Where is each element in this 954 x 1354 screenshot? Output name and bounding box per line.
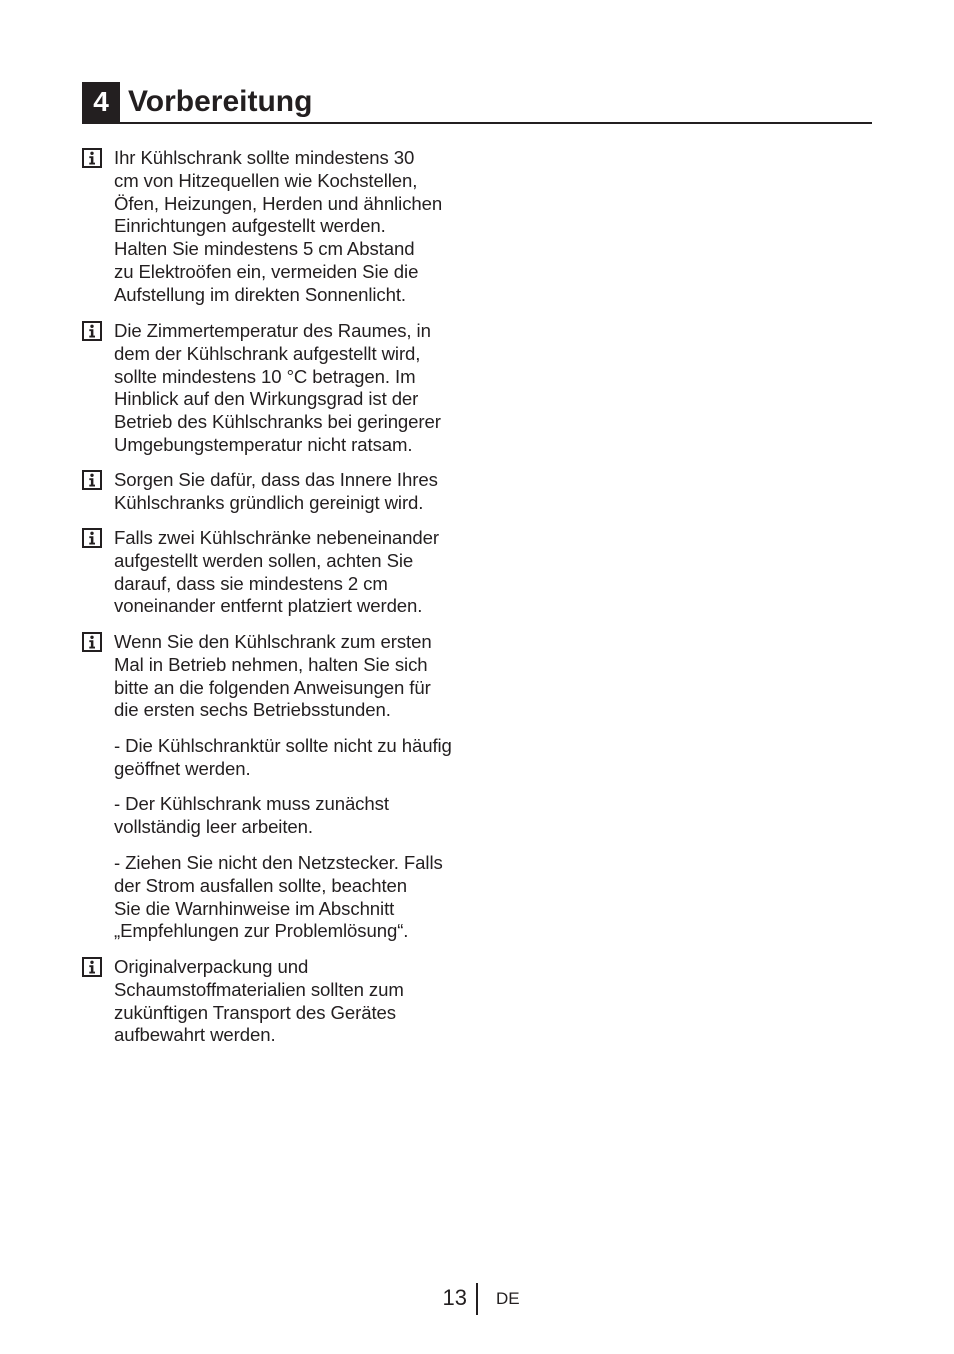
note-line: Einrichtungen aufgestellt werden. <box>114 215 386 237</box>
note-line: aufgestellt werden sollen, achten Sie <box>114 549 414 571</box>
note-line: Wenn Sie den Kühlschrank zum ersten <box>114 631 432 652</box>
page-number: 13 <box>442 1285 467 1310</box>
note-line: darauf, dass sie mindestens 2 cm <box>114 572 388 594</box>
note-line: Schaumstoffmaterialien sollten zum <box>114 978 404 1000</box>
sub-item <box>114 852 474 943</box>
page-footer <box>0 1281 954 1317</box>
note-line: Umgebungstemperatur nicht ratsam. <box>114 433 413 455</box>
note-line: aufbewahrt werden. <box>114 1024 276 1046</box>
note-line: „Empfehlungen zur Problemlösung“. <box>114 920 409 942</box>
note-line: Betrieb des Kühlschranks bei geringerer <box>114 411 441 433</box>
info-icon <box>82 632 102 652</box>
info-icon <box>82 148 102 168</box>
chapter-number: 4 <box>82 82 120 122</box>
note-line: Die Zimmertemperatur des Raumes, in <box>114 320 431 341</box>
note-line: geöffnet werden. <box>114 757 251 779</box>
note-line: voneinander entfernt platziert werden. <box>114 595 423 617</box>
note-line: Öfen, Heizungen, Herden und ähnlichen <box>114 192 443 214</box>
note-line: cm von Hitzequellen wie Kochstellen, <box>114 169 418 191</box>
note-line: dem der Kühlschrank aufgestellt wird, <box>114 342 421 364</box>
note-line: zu Elektroöfen ein, vermeiden Sie die <box>114 260 419 282</box>
note-line: - Der Kühlschrank muss zunächst <box>114 793 389 814</box>
info-icon <box>82 957 102 977</box>
sub-item <box>114 735 474 781</box>
sub-item <box>114 793 474 839</box>
note-line: vollständig leer arbeiten. <box>114 815 313 837</box>
note-line: bitte an die folgenden Anweisungen für <box>114 676 431 698</box>
info-icon <box>82 528 102 548</box>
note-line: - Ziehen Sie nicht den Netzstecker. Falls <box>114 852 443 873</box>
note-line: Halten Sie mindestens 5 cm Abstand <box>114 238 415 260</box>
note-line: - Die Kühlschranktür sollte nicht zu häufig <box>114 735 452 756</box>
note-line: der Strom ausfallen sollte, beachten <box>114 874 408 896</box>
note-line: Mal in Betrieb nehmen, halten Sie sich <box>114 653 428 675</box>
chapter-header <box>82 82 872 124</box>
info-icon <box>82 470 102 490</box>
note-line: zukünftigen Transport des Gerätes <box>114 1001 396 1023</box>
language-code: DE <box>496 1289 520 1308</box>
note-line: die ersten sechs Betriebsstunden. <box>114 699 391 721</box>
note-line: Sorgen Sie dafür, dass das Innere Ihres <box>114 469 438 490</box>
note-line: Ihr Kühlschrank sollte mindestens 30 <box>114 147 415 168</box>
note-line: Falls zwei Kühlschränke nebeneinander <box>114 527 439 548</box>
note-line: Hinblick auf den Wirkungsgrad ist der <box>114 388 419 410</box>
note-line: Kühlschranks gründlich gereinigt wird. <box>114 491 424 513</box>
footer-divider <box>476 1283 478 1315</box>
note-line: sollte mindestens 10 °C betragen. Im <box>114 365 416 387</box>
note-line: Aufstellung im direkten Sonnenlicht. <box>114 283 407 305</box>
note-line: Sie die Warnhinweise im Abschnitt <box>114 897 395 919</box>
note-line: Originalverpackung und <box>114 956 309 977</box>
info-icon <box>82 321 102 341</box>
chapter-title: Vorbereitung <box>128 85 313 118</box>
